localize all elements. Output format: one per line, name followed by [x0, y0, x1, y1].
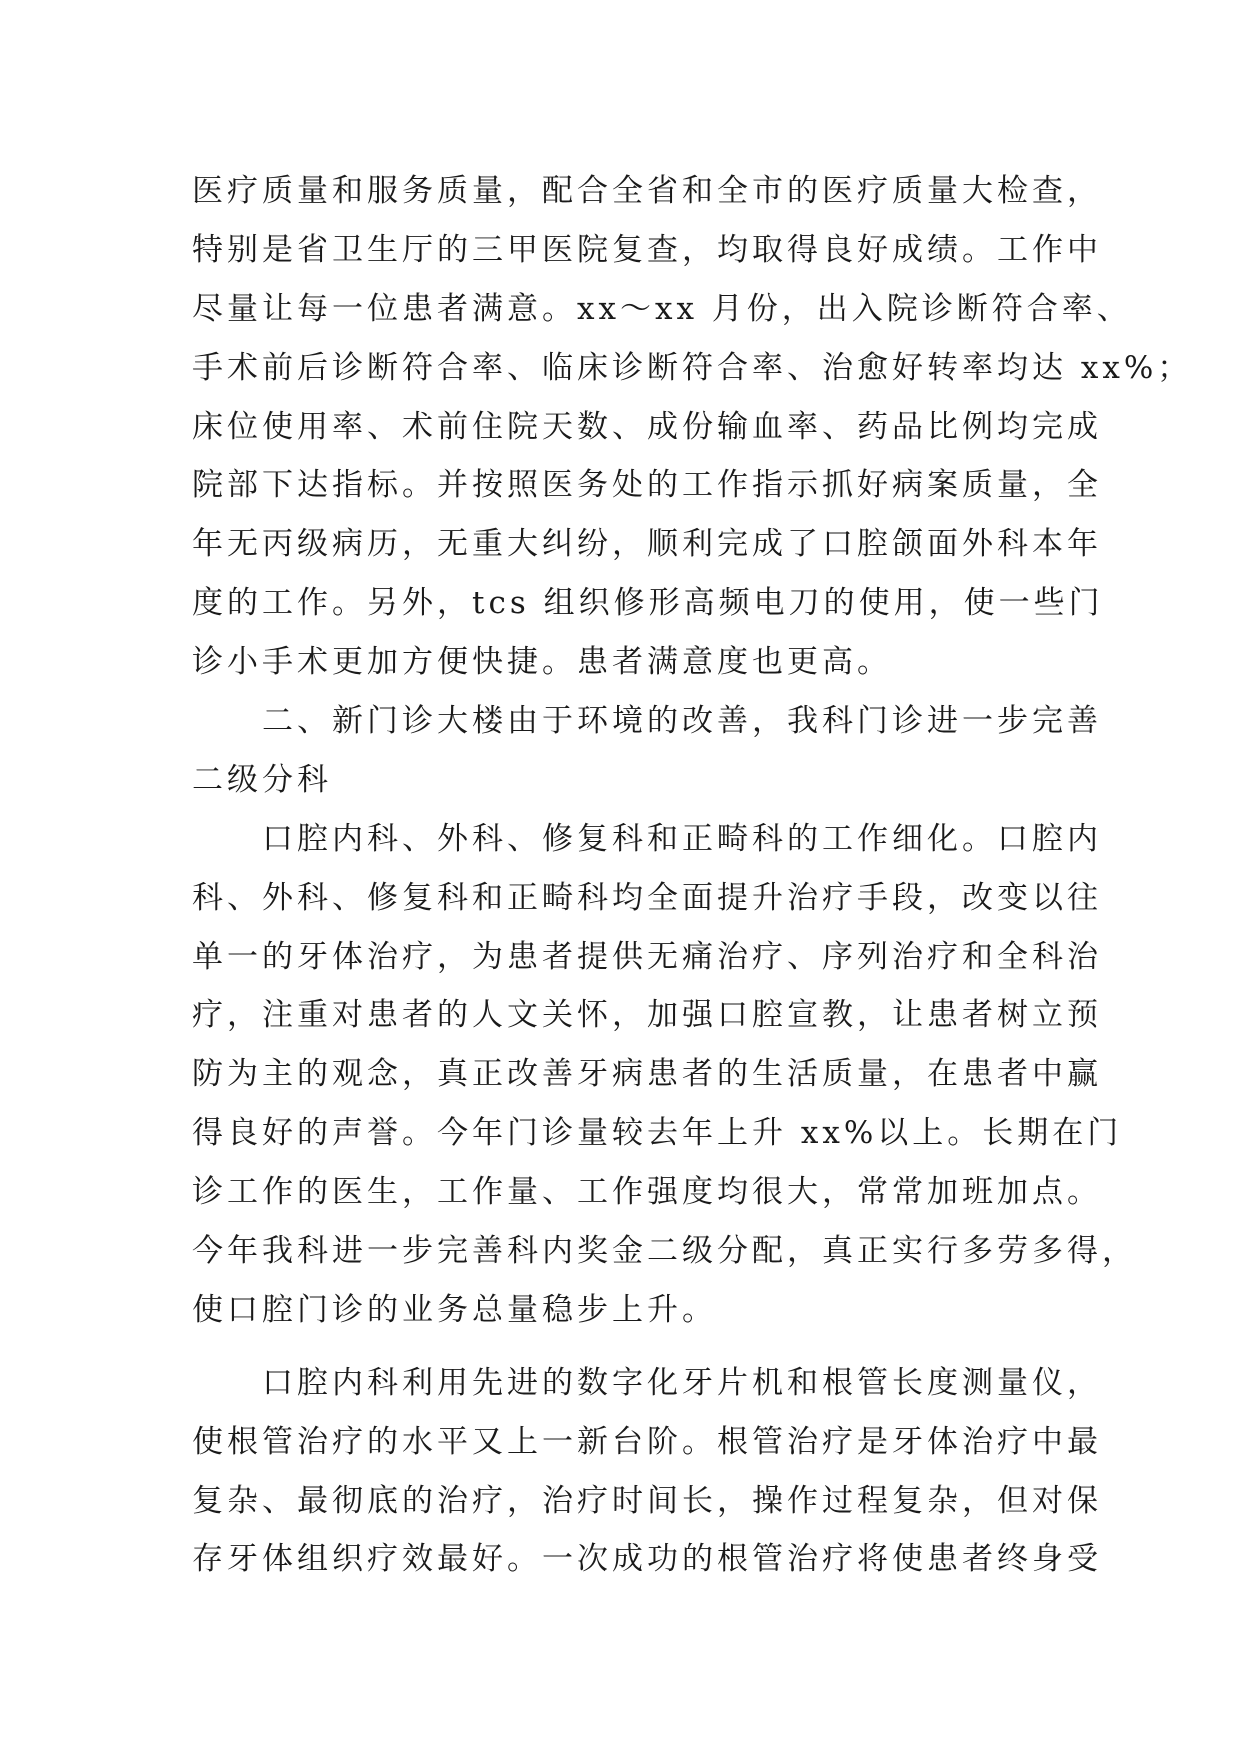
text-line: 得良好的声誉。今年门诊量较去年上升 xx%以上。长期在门 [192, 1115, 1123, 1152]
text-line: 口腔内科、外科、修复科和正畸科的工作细化。口腔内 [262, 820, 1102, 857]
text-line: 使口腔门诊的业务总量稳步上升。 [192, 1291, 717, 1328]
section-heading-line: 二、新门诊大楼由于环境的改善，我科门诊进一步完善 [262, 703, 1102, 740]
text-line: 院部下达指标。并按照医务处的工作指示抓好病案质量，全 [192, 467, 1102, 504]
text-line: 医疗质量和服务质量，配合全省和全市的医疗质量大检查， [192, 173, 1102, 209]
document-body [192, 162, 1193, 1589]
text-line: 诊工作的医生，工作量、工作强度均很大，常常加班加点。 [192, 1174, 1102, 1211]
text-line: 存牙体组织疗效最好。一次成功的根管治疗将使患者终身受 [192, 1541, 1102, 1578]
text-line: 疗，注重对患者的人文关怀，加强口腔宣教，让患者树立预 [192, 997, 1102, 1034]
text-line: 使根管治疗的水平又上一新台阶。根管治疗是牙体治疗中最 [192, 1423, 1102, 1460]
text-line: 复杂、最彻底的治疗，治疗时间长，操作过程复杂，但对保 [192, 1482, 1102, 1519]
text-line: 口腔内科利用先进的数字化牙片机和根管长度测量仪， [262, 1364, 1102, 1401]
text-line: 度的工作。另外，tcs 组织修形高频电刀的使用，使一些门 [192, 585, 1104, 622]
text-line: 床位使用率、术前住院天数、成份输血率、药品比例均完成 [192, 408, 1102, 445]
text-line: 科、外科、修复科和正畸科均全面提升治疗手段，改变以往 [192, 879, 1102, 916]
text-line: 单一的牙体治疗，为患者提供无痛治疗、序列治疗和全科治 [192, 938, 1102, 975]
text-line: 手术前后诊断符合率、临床诊断符合率、治愈好转率均达 xx%； [192, 349, 1193, 386]
section-heading-line: 二级分科 [192, 761, 332, 798]
text-line: 尽量让每一位患者满意。xx～xx 月份，出入院诊断符合率、 [192, 290, 1132, 327]
text-line: 特别是省卫生厅的三甲医院复查，均取得良好成绩。工作中 [192, 231, 1102, 268]
text-line: 年无丙级病历，无重大纠纷，顺利完成了口腔颌面外科本年 [192, 526, 1102, 563]
text-line: 防为主的观念，真正改善牙病患者的生活质量，在患者中赢 [192, 1056, 1102, 1093]
text-line: 今年我科进一步完善科内奖金二级分配，真正实行多劳多得， [192, 1233, 1137, 1270]
text-line: 诊小手术更加方便快捷。患者满意度也更高。 [192, 644, 892, 681]
